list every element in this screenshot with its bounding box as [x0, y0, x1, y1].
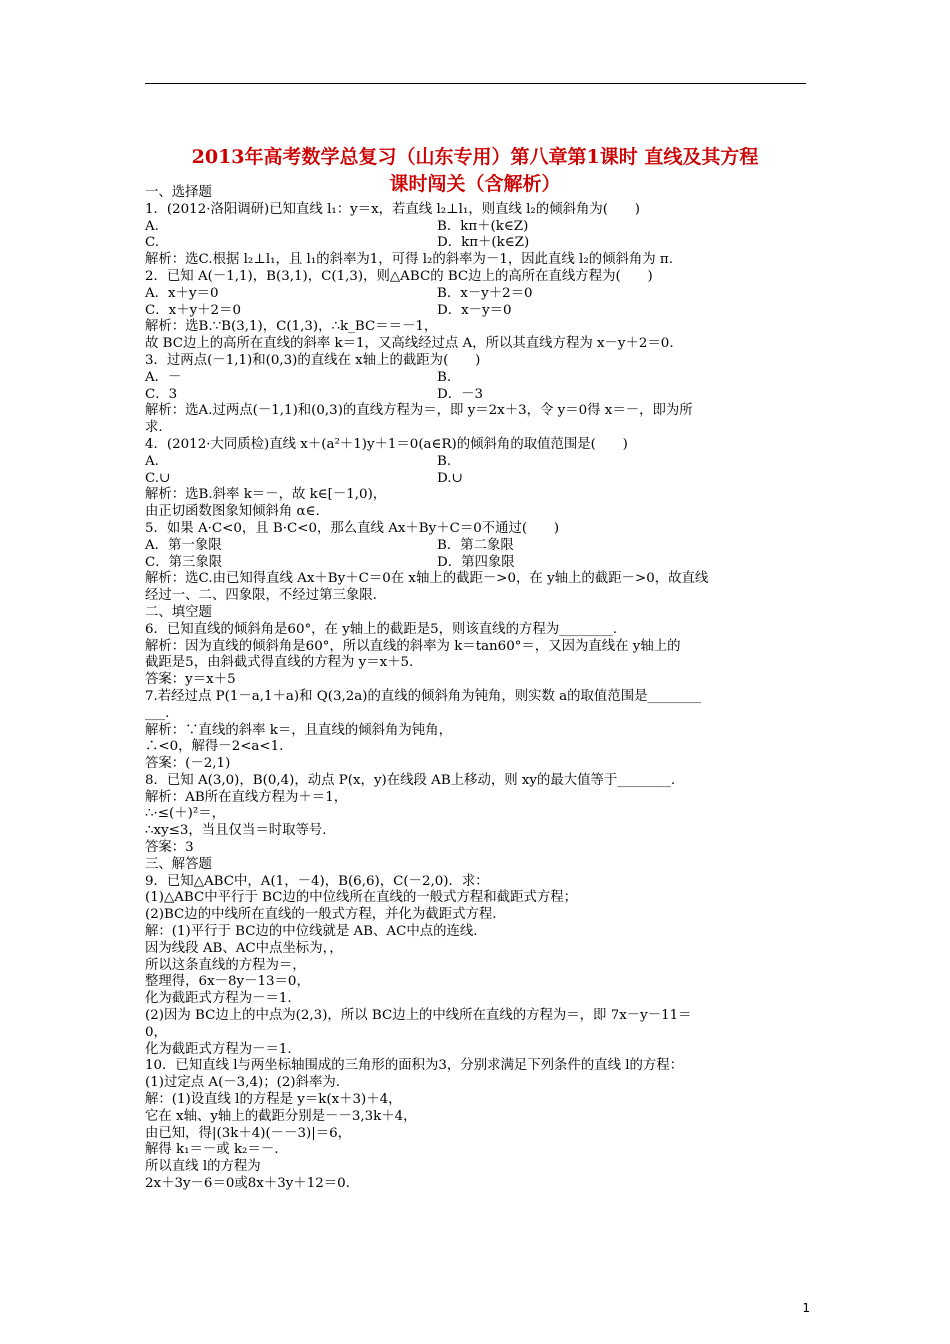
option-right: D．x－y＝0	[437, 302, 512, 318]
text-line: 经过一、二、四象限，不经过第三象限.	[145, 588, 377, 604]
option-right: D.∪	[437, 470, 463, 486]
text-line: 7.若经过点 P(1－a,1＋a)和 Q(3,2a)的直线的倾斜角为钝角，则实数 a的取值范围是________	[145, 688, 702, 704]
option-left: C.∪	[145, 470, 171, 486]
text-line: (2)因为 BC边上的中点为(2,3)，所以 BC边上的中线所在直线的方程为＝，即 7x－y－11＝	[145, 1008, 692, 1024]
text-line: 解：(1)平行于 BC边的中位线就是 AB、AC中点的连线.	[145, 924, 478, 940]
text-line: 所以这条直线的方程为＝，	[145, 957, 306, 973]
option-left: A．－	[145, 369, 182, 385]
text-line: 5．如果 A·C<0，且 B·C<0，那么直线 Ax＋By＋C＝0不通过( )	[145, 520, 560, 536]
text-line: 解析：选C.根据 l₂⊥l₁，且 l₁的斜率为1，可得 l₂的斜率为－1，因此直线 l₂的倾斜角为 π.	[145, 252, 673, 268]
text-line: 10．已知直线 l与两坐标轴围成的三角形的面积为3，分别求满足下列条件的直线 l的方程：	[145, 1058, 684, 1074]
text-line: 0，	[145, 1024, 167, 1040]
text-line: 解析：因为直线的倾斜角是60°，所以直线的斜率为 k＝tan60°＝，又因为直线在 y轴上的	[145, 638, 681, 654]
option-row	[145, 471, 810, 488]
text-line: 解析：选C.由已知得直线 Ax＋By＋C＝0在 x轴上的截距－>0，在 y轴上的截距－>0，故直线	[145, 571, 709, 587]
option-left: C．3	[145, 386, 178, 402]
text-line: 化为截距式方程为－＝1.	[145, 1041, 292, 1057]
text-line: 4．(2012·大同质检)直线 x＋(a²＋1)y＋1＝0(a∈R)的倾斜角的取值范围是( )	[145, 436, 628, 452]
text-line: 它在 x轴、y轴上的截距分别是－－3,3k＋4，	[145, 1108, 417, 1124]
option-right: B.	[437, 369, 452, 385]
page-number: 1	[802, 1301, 810, 1315]
option-row	[145, 454, 810, 471]
option-row	[145, 370, 810, 387]
option-right: B．kπ＋(k∈Z)	[437, 218, 529, 234]
option-left: A.	[145, 453, 159, 469]
text-line: 3．过两点(－1,1)和(0,3)的直线在 x轴上的截距为( )	[145, 352, 481, 368]
text-line: 故 BC边上的高所在直线的斜率 k＝1，又高线经过点 A，所以其直线方程为 x－y＋2＝0.	[145, 336, 674, 352]
document-body	[145, 185, 810, 1193]
text-line: 因为线段 AB、AC中点坐标为，，	[145, 940, 343, 956]
text-line: 解析：选A.过两点(－1,1)和(0,3)的直线方程为＝，即 y＝2x＋3，令 y＝0得 x＝－，即为所	[145, 403, 693, 419]
text-line: ∴·≤(＋)²＝，	[145, 806, 225, 822]
text-line: 所以直线 l的方程为	[145, 1159, 261, 1175]
text-line: 由正切函数图象知倾斜角 α∈.	[145, 504, 320, 520]
text-line: 9．已知△ABC中，A(1，－4)，B(6,6)，C(－2,0)．求：	[145, 873, 489, 889]
text-line: ___.	[145, 705, 170, 721]
option-left: A．x＋y＝0	[145, 285, 219, 301]
option-right: B．第二象限	[437, 537, 514, 553]
text-line: 答案：y＝x＋5	[145, 672, 236, 688]
text-line: ∴<0，解得－2<a<1.	[145, 739, 284, 755]
text-line: 三、解答题	[145, 856, 212, 872]
text-line: 整理得，6x－8y－13＝0，	[145, 974, 310, 990]
text-line: 2．已知 A(－1,1)，B(3,1)，C(1,3)，则△ABC的 BC边上的高所在直线方程为( )	[145, 268, 653, 284]
text-line: 解析：选B.斜率 k＝－，故 k∈[－1,0)，	[145, 487, 387, 503]
text-line: (1)过定点 A(－3,4)；(2)斜率为.	[145, 1075, 340, 1091]
text-line: 化为截距式方程为－＝1.	[145, 991, 292, 1007]
option-right: D．第四象限	[437, 554, 515, 570]
text-line: 解析：AB所在直线方程为＋＝1，	[145, 789, 348, 805]
text-line: 解析：∵直线的斜率 k＝，且直线的倾斜角为钝角，	[145, 722, 452, 738]
option-left: C．x＋y＋2＝0	[145, 302, 241, 318]
option-left: A．第一象限	[145, 537, 222, 553]
text-line: (2)BC边的中线所在直线的一般式方程，并化为截距式方程.	[145, 907, 497, 923]
text-line: ∴xy≤3，当且仅当＝时取等号.	[145, 823, 327, 839]
text-line: 二、填空题	[145, 604, 212, 620]
text-line: (1)△ABC中平行于 BC边的中位线所在直线的一般式方程和截距式方程；	[145, 890, 578, 906]
option-row	[145, 555, 810, 572]
text-line: 答案：3	[145, 840, 194, 856]
option-left: C．第三象限	[145, 554, 223, 570]
text-line: 答案：(－2,1)	[145, 756, 231, 772]
text-line: 2x＋3y－6＝0或8x＋3y＋12＝0.	[145, 1176, 350, 1192]
title-line-2: 课时闯关（含解析）	[389, 173, 561, 195]
text-line: 8．已知 A(3,0)，B(0,4)，动点 P(x，y)在线段 AB上移动，则 xy的最大值等于________.	[145, 772, 676, 788]
option-row	[145, 538, 810, 555]
option-row	[145, 235, 810, 252]
text-line: 一、选择题	[145, 185, 212, 200]
option-row	[145, 387, 810, 404]
text-line: 截距是5，由斜截式得直线的方程为 y＝x＋5.	[145, 655, 414, 671]
option-right: B．x－y＋2＝0	[437, 285, 533, 301]
option-row	[145, 286, 810, 303]
option-right: D．－3	[437, 386, 484, 402]
text-line: 由已知，得|(3k＋4)(－－3)|＝6，	[145, 1125, 352, 1141]
text-line: 求.	[145, 420, 163, 436]
option-right: D．kπ＋(k∈Z)	[437, 235, 530, 251]
title-line-1: 2013年高考数学总复习（山东专用）第八章第1课时 直线及其方程	[191, 146, 759, 168]
option-left: C.	[145, 235, 160, 251]
option-row	[145, 303, 810, 320]
text-line: 6．已知直线的倾斜角是60°，在 y轴上的截距是5，则该直线的方程为________.	[145, 621, 617, 637]
text-line: 解得 k₁＝－或 k₂＝－.	[145, 1142, 279, 1158]
option-left: A.	[145, 218, 159, 234]
option-right: B.	[437, 453, 452, 469]
text-line: 解析：选B.∵B(3,1)，C(1,3)，∴k_BC＝＝－1，	[145, 319, 438, 335]
header-rule	[145, 83, 806, 84]
text-line: 1．(2012·洛阳调研)已知直线 l₁：y＝x，若直线 l₂⊥l₁，则直线 l₂的倾斜角为( )	[145, 201, 640, 217]
text-line: 解：(1)设直线 l的方程是 y＝k(x＋3)＋4，	[145, 1092, 402, 1108]
option-row	[145, 219, 810, 236]
